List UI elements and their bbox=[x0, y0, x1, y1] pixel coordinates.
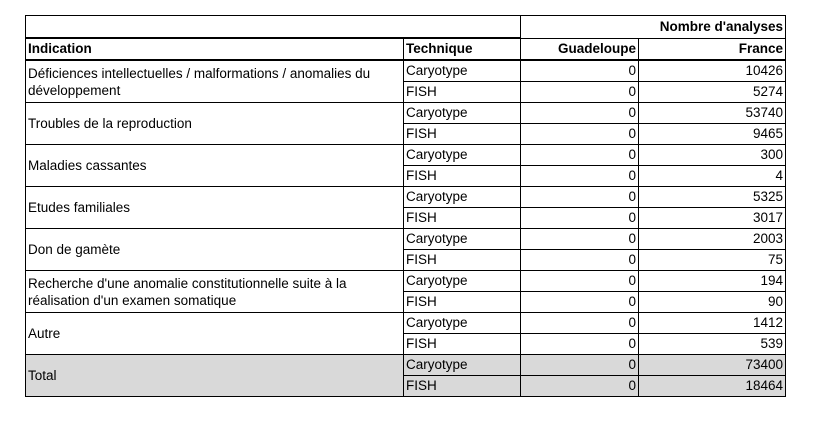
technique-cell: FISH bbox=[404, 376, 521, 397]
technique-cell: FISH bbox=[404, 82, 521, 103]
france-cell: 75 bbox=[639, 250, 786, 271]
france-cell: 1412 bbox=[639, 313, 786, 334]
france-cell: 5325 bbox=[639, 187, 786, 208]
guadeloupe-cell: 0 bbox=[521, 60, 639, 82]
super-header-row bbox=[26, 16, 786, 39]
guadeloupe-cell: 0 bbox=[521, 271, 639, 292]
indication-cell: Autre bbox=[26, 313, 404, 355]
technique-cell: FISH bbox=[404, 292, 521, 313]
france-cell: 3017 bbox=[639, 208, 786, 229]
guadeloupe-cell: 0 bbox=[521, 187, 639, 208]
guadeloupe-cell: 0 bbox=[521, 250, 639, 271]
guadeloupe-cell: 0 bbox=[521, 376, 639, 397]
header-technique: Technique bbox=[404, 38, 521, 60]
table-row bbox=[26, 271, 786, 292]
france-cell: 300 bbox=[639, 145, 786, 166]
france-cell: 10426 bbox=[639, 60, 786, 82]
indication-cell: Maladies cassantes bbox=[26, 145, 404, 187]
header-indication: Indication bbox=[26, 38, 404, 60]
guadeloupe-cell: 0 bbox=[521, 103, 639, 124]
table-row bbox=[26, 60, 786, 82]
guadeloupe-cell: 0 bbox=[521, 355, 639, 376]
france-cell: 5274 bbox=[639, 82, 786, 103]
france-cell: 90 bbox=[639, 292, 786, 313]
super-header-label: Nombre d'analyses bbox=[659, 18, 783, 34]
table-row bbox=[26, 187, 786, 208]
blank-header-cell bbox=[26, 16, 521, 39]
indication-cell: Etudes familiales bbox=[26, 187, 404, 229]
technique-cell: Caryotype bbox=[404, 103, 521, 124]
guadeloupe-cell: 0 bbox=[521, 145, 639, 166]
france-cell: 73400 bbox=[639, 355, 786, 376]
table-row bbox=[26, 313, 786, 334]
indication-cell: Recherche d'une anomalie constitutionnelle suite à la réalisation d'un examen somatique bbox=[26, 271, 404, 313]
technique-cell: Caryotype bbox=[404, 271, 521, 292]
indication-cell: Troubles de la reproduction bbox=[26, 103, 404, 145]
france-cell: 2003 bbox=[639, 229, 786, 250]
france-cell: 9465 bbox=[639, 124, 786, 145]
guadeloupe-cell: 0 bbox=[521, 313, 639, 334]
technique-cell: Caryotype bbox=[404, 145, 521, 166]
guadeloupe-cell: 0 bbox=[521, 124, 639, 145]
technique-cell: FISH bbox=[404, 208, 521, 229]
guadeloupe-cell: 0 bbox=[521, 292, 639, 313]
france-cell: 53740 bbox=[639, 103, 786, 124]
technique-cell: FISH bbox=[404, 334, 521, 355]
analyses-table bbox=[25, 15, 786, 397]
guadeloupe-cell: 0 bbox=[521, 82, 639, 103]
france-cell: 194 bbox=[639, 271, 786, 292]
table-row bbox=[26, 103, 786, 124]
table-row bbox=[26, 355, 786, 376]
indication-cell: Don de gamète bbox=[26, 229, 404, 271]
indication-cell: Déficiences intellectuelles / malformations / anomalies du développement bbox=[26, 60, 404, 103]
super-header-cell bbox=[521, 16, 786, 39]
france-cell: 539 bbox=[639, 334, 786, 355]
france-cell: 18464 bbox=[639, 376, 786, 397]
header-row bbox=[26, 38, 786, 60]
france-cell: 4 bbox=[639, 166, 786, 187]
guadeloupe-cell: 0 bbox=[521, 334, 639, 355]
header-guadeloupe: Guadeloupe bbox=[521, 38, 639, 60]
technique-cell: Caryotype bbox=[404, 355, 521, 376]
header-france: France bbox=[639, 38, 786, 60]
technique-cell: FISH bbox=[404, 124, 521, 145]
guadeloupe-cell: 0 bbox=[521, 208, 639, 229]
guadeloupe-cell: 0 bbox=[521, 229, 639, 250]
technique-cell: Caryotype bbox=[404, 229, 521, 250]
table-row bbox=[26, 145, 786, 166]
technique-cell: Caryotype bbox=[404, 313, 521, 334]
technique-cell: FISH bbox=[404, 166, 521, 187]
technique-cell: Caryotype bbox=[404, 187, 521, 208]
table-row bbox=[26, 229, 786, 250]
technique-cell: FISH bbox=[404, 250, 521, 271]
technique-cell: Caryotype bbox=[404, 60, 521, 82]
guadeloupe-cell: 0 bbox=[521, 166, 639, 187]
total-label: Total bbox=[26, 355, 404, 397]
